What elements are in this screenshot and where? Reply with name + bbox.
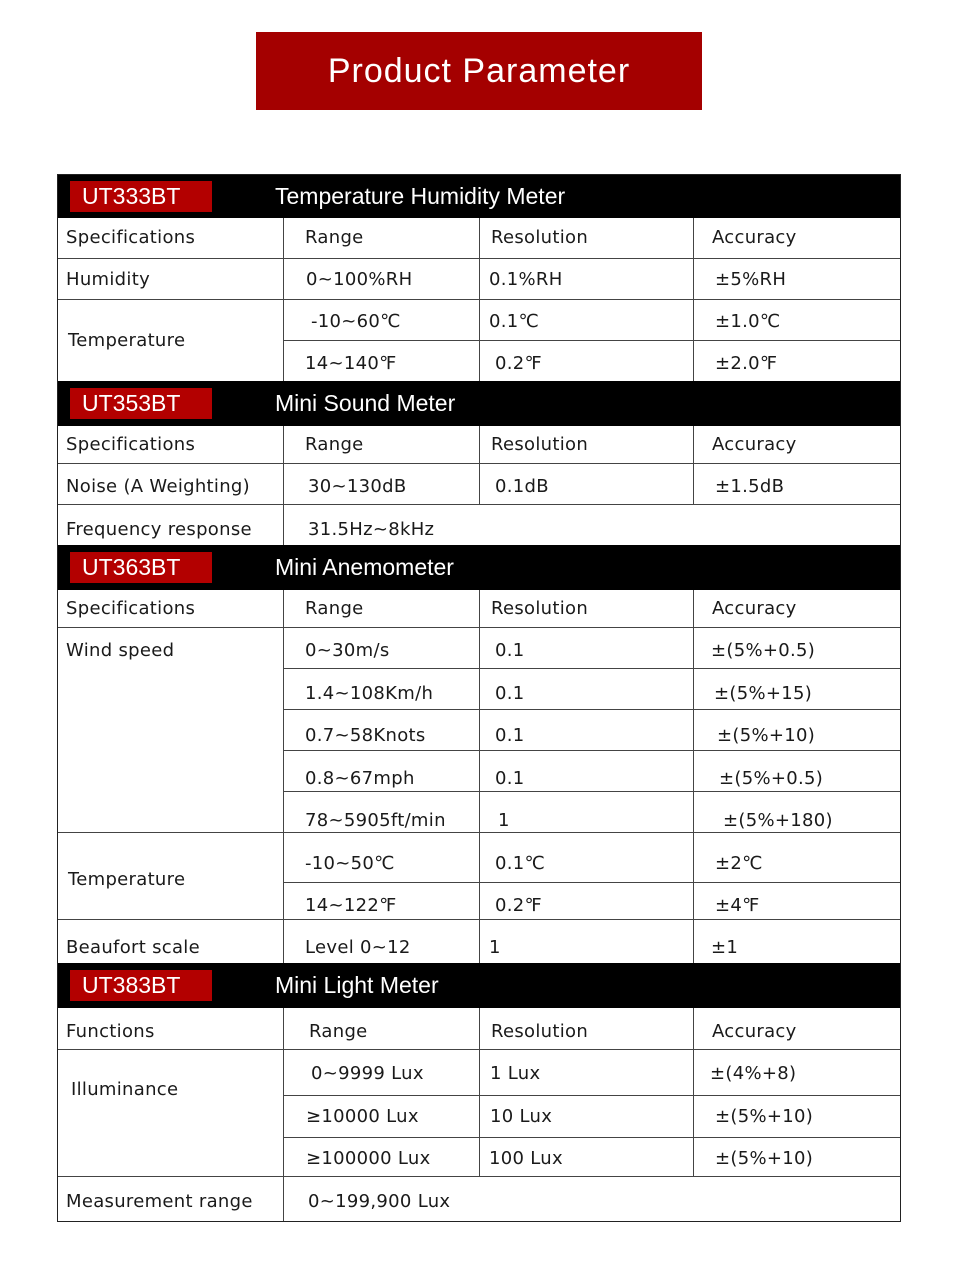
range-value: 1.4~108Km/h: [305, 683, 434, 704]
column-header-accuracy: Accuracy: [712, 434, 797, 455]
column-header-accuracy: Accuracy: [712, 227, 797, 248]
row-divider: [283, 1095, 900, 1096]
resolution-value: 0.1: [495, 768, 525, 789]
section-title: Temperature Humidity Meter: [275, 183, 566, 209]
column-header-functions: Functions: [66, 1021, 155, 1042]
column-divider: [283, 426, 284, 545]
row-divider: [283, 882, 900, 883]
accuracy-value: ±(5%+15): [714, 683, 813, 704]
range-value: 31.5Hz~8kHz: [308, 519, 435, 540]
range-value: -10~50℃: [305, 853, 395, 874]
row-divider: [58, 504, 900, 505]
accuracy-value: ±(4%+8): [710, 1063, 797, 1084]
range-value: Level 0~12: [305, 937, 411, 958]
resolution-value: 1: [498, 810, 510, 831]
column-header-specifications: Specifications: [66, 434, 196, 455]
spec-label: Frequency response: [66, 519, 252, 540]
resolution-value: 100 Lux: [489, 1148, 563, 1169]
range-value: 14~122℉: [305, 895, 397, 916]
section-header-ut383bt: [58, 963, 900, 1008]
spec-label: Measurement range: [66, 1191, 253, 1212]
column-header-range: Range: [305, 434, 364, 455]
range-value: 0~100%RH: [306, 269, 413, 290]
column-header-specifications: Specifications: [66, 227, 196, 248]
model-badge: UT383BT: [70, 970, 212, 1001]
column-divider: [479, 1008, 480, 1176]
accuracy-value: ±1: [711, 937, 739, 958]
accuracy-value: ±(5%+0.5): [711, 640, 816, 661]
row-divider: [283, 791, 900, 792]
column-divider: [283, 1008, 284, 1221]
resolution-value: 0.1%RH: [489, 269, 563, 290]
row-divider: [283, 709, 900, 710]
accuracy-value: ±2℃: [715, 853, 763, 874]
row-divider: [283, 340, 900, 341]
accuracy-value: ±1.0℃: [715, 311, 781, 332]
accuracy-value: ±(5%+10): [715, 1148, 814, 1169]
spec-label: Temperature: [68, 869, 186, 890]
column-divider: [479, 426, 480, 504]
column-header-range: Range: [305, 227, 364, 248]
accuracy-value: ±1.5dB: [715, 476, 785, 497]
column-header-range: Range: [305, 598, 364, 619]
accuracy-value: ±2.0℉: [715, 353, 778, 374]
column-header-resolution: Resolution: [491, 227, 589, 248]
column-divider: [693, 426, 694, 504]
column-divider: [693, 1008, 694, 1176]
column-header-resolution: Resolution: [491, 598, 589, 619]
accuracy-value: ±4℉: [715, 895, 760, 916]
resolution-value: 0.1℃: [489, 311, 540, 332]
column-header-specifications: Specifications: [66, 598, 196, 619]
accuracy-value: ±5%RH: [715, 269, 787, 290]
column-divider: [693, 590, 694, 963]
model-badge: UT353BT: [70, 388, 212, 419]
range-value: 0.7~58Knots: [305, 725, 426, 746]
column-divider: [479, 590, 480, 963]
section-header-ut353bt: [58, 381, 900, 426]
resolution-value: 0.1℃: [495, 853, 546, 874]
spec-label: Wind speed: [66, 640, 175, 661]
column-divider: [283, 218, 284, 381]
section-title: Mini Sound Meter: [275, 390, 456, 416]
range-value: 0~199,900 Lux: [308, 1191, 451, 1212]
accuracy-value: ±(5%+10): [717, 725, 816, 746]
spec-label: Temperature: [68, 330, 186, 351]
resolution-value: 0.2℉: [495, 895, 542, 916]
column-header-resolution: Resolution: [491, 434, 589, 455]
column-divider: [479, 218, 480, 381]
accuracy-value: ±(5%+180): [723, 810, 833, 831]
resolution-value: 0.1: [495, 725, 525, 746]
resolution-value: 0.2℉: [495, 353, 542, 374]
model-badge: UT333BT: [70, 181, 212, 212]
page-title: Product Parameter: [327, 51, 631, 90]
range-value: 14~140℉: [305, 353, 397, 374]
section-header-ut333bt: [58, 175, 900, 218]
section-title: Mini Light Meter: [275, 972, 439, 998]
column-divider: [283, 590, 284, 963]
column-header-resolution: Resolution: [491, 1021, 589, 1042]
row-divider: [283, 750, 900, 751]
range-value: 78~5905ft/min: [305, 810, 446, 831]
spec-label: Beaufort scale: [66, 937, 200, 958]
range-value: 0.8~67mph: [305, 768, 415, 789]
range-value: 0~9999 Lux: [311, 1063, 424, 1084]
column-divider: [693, 218, 694, 381]
row-divider: [283, 668, 900, 669]
column-header-accuracy: Accuracy: [712, 1021, 797, 1042]
spec-label: Humidity: [66, 269, 151, 290]
row-divider: [283, 1137, 900, 1138]
section-title: Mini Anemometer: [275, 554, 454, 580]
resolution-value: 0.1dB: [495, 476, 549, 497]
range-value: ≥10000 Lux: [306, 1106, 419, 1127]
resolution-value: 0.1: [495, 683, 525, 704]
range-value: 0~30m/s: [305, 640, 390, 661]
resolution-value: 10 Lux: [490, 1106, 553, 1127]
accuracy-value: ±(5%+0.5): [719, 768, 824, 789]
resolution-value: 1 Lux: [490, 1063, 541, 1084]
range-value: ≥100000 Lux: [306, 1148, 431, 1169]
range-value: -10~60℃: [311, 311, 401, 332]
resolution-value: 0.1: [495, 640, 525, 661]
resolution-value: 1: [489, 937, 501, 958]
column-header-accuracy: Accuracy: [712, 598, 797, 619]
model-badge: UT363BT: [70, 552, 212, 583]
row-divider: [58, 1176, 900, 1177]
page-title-banner: [256, 32, 702, 110]
section-header-ut363bt: [58, 545, 900, 590]
accuracy-value: ±(5%+10): [715, 1106, 814, 1127]
spec-label: Illuminance: [71, 1079, 179, 1100]
range-value: 30~130dB: [308, 476, 407, 497]
spec-label: Noise (A Weighting): [66, 476, 250, 497]
column-header-range: Range: [309, 1021, 368, 1042]
